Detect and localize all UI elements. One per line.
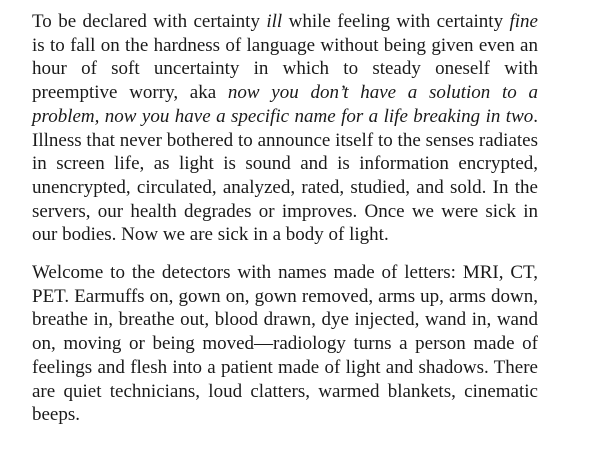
italic-text-span: ill — [266, 11, 283, 32]
italic-text-span: now you don’t have a solution to a problem, now you have a specific name for a life breaking in two — [32, 82, 538, 127]
text-span: while feeling with certainty — [282, 11, 510, 32]
paragraph-1 — [32, 10, 538, 247]
italic-text-span: fine — [509, 11, 538, 32]
text-span: Welcome to the detectors with names made of letters: MRI, CT, PET. Earmuffs on, gown on, gown removed, arms up, arms down, breathe in, breathe out, blood drawn, dye injected, wand in, wand on, moving or being moved—radiology turns a person made of feelings and flesh into a patient made of light and shadows. There are quiet technicians, loud clatters, warmed blankets, cinematic beeps. — [32, 262, 538, 426]
document-page — [32, 10, 538, 427]
paragraph-2 — [32, 261, 538, 427]
text-span: is to fall on the hardness of language without being given even an hour of soft uncertainty in which to steady oneself with preemptive worry, aka — [32, 34, 538, 104]
text-span: To be declared with certainty — [32, 11, 267, 32]
text-span: . Illness that never bothered to announce itself to the senses radiates in screen life, as light is sound and is information encrypted, unencrypted, circulated, analyzed, rated, studied, and sold. In the servers, our health degrades or improves. Once we were sick in our bodies. Now we are sick in a body of light. — [32, 105, 538, 246]
